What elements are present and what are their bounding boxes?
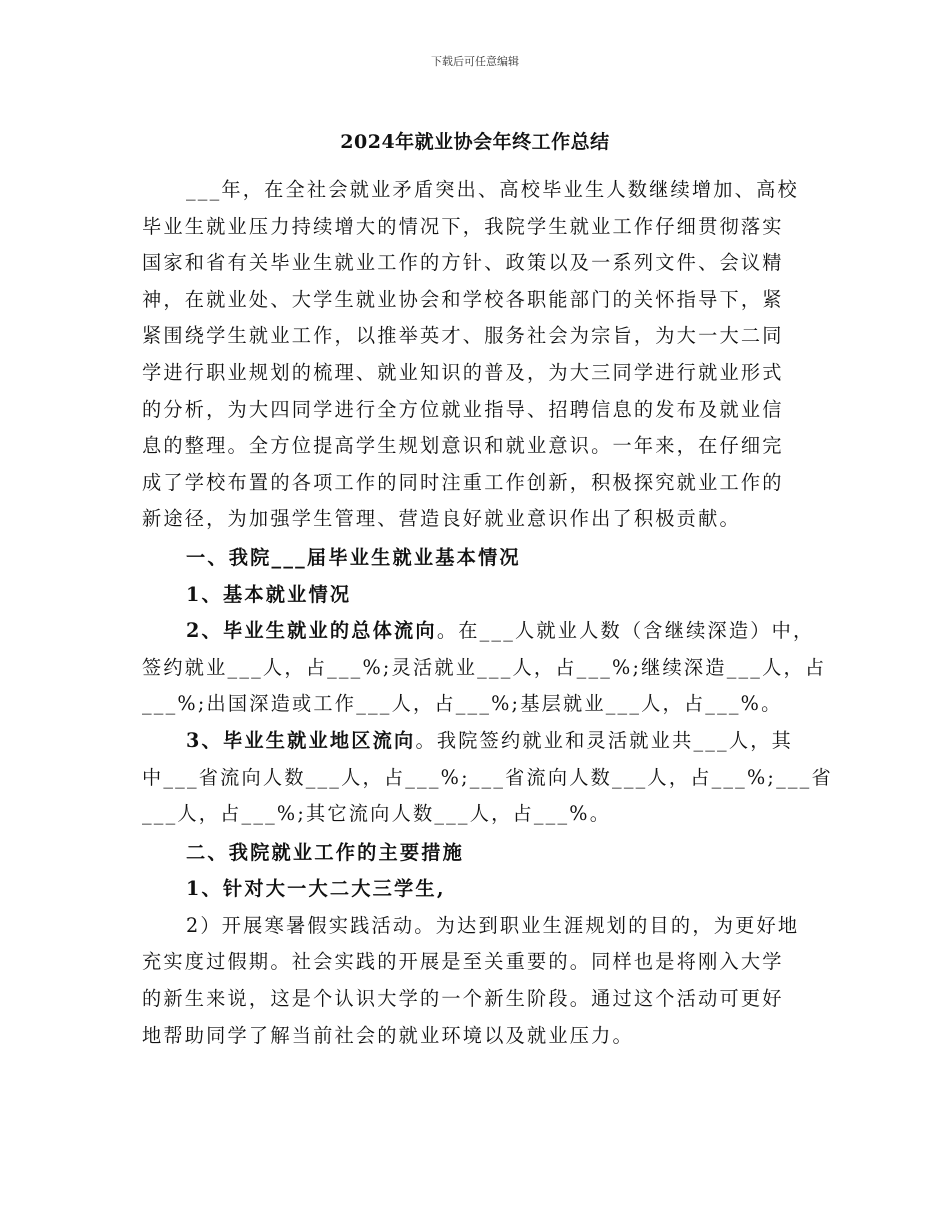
intro-line: 神，在就业处、大学生就业协会和学校各职能部门的关怀指导下，紧 [142,287,784,311]
section1-sub3-line: ___人，占___%;其它流向人数___人，占___%。 [142,802,612,826]
intro-line: 息的整理。全方位提高学生规划意识和就业意识。一年来，在仔细完 [142,434,784,458]
document-body [142,172,833,1054]
section1-sub1: 1、基本就业情况 [186,582,352,606]
page-header: 下载后可任意编辑 [431,55,519,68]
intro-line: 紧围绕学生就业工作，以推举英才、服务社会为宗旨，为大一大二同 [142,324,784,348]
intro-line: ___年，在全社会就业矛盾突出、高校毕业生人数继续增加、高校 [186,178,799,201]
section1-sub2-line: ___%;出国深造或工作___人，占___%;基层就业___人，占___%。 [142,692,783,716]
intro-line: 毕业生就业压力持续增大的情况下，我院学生就业工作仔细贯彻落实 [142,214,784,238]
document-title: 2024年就业协会年终工作总结 [340,131,610,153]
section1-sub3-text: 。我院签约就业和灵活就业共___人，其 [415,728,794,752]
intro-line: 新途径，为加强学生管理、营造良好就业意识作出了积极贡献。 [142,507,741,531]
section2-heading: 二、我院就业工作的主要措施 [186,840,465,864]
intro-line: 的分析，为大四同学进行全方位就业指导、招聘信息的发布及就业信 [142,397,784,421]
intro-line: 成了学校布置的各项工作的同时注重工作创新，积极探究就业工作的 [142,470,784,494]
section1-sub2-line: 签约就业___人，占___%;灵活就业___人，占___%;继续深造___人，占 [142,655,827,679]
section1-sub3-line: 中___省流向人数___人，占___%;___省流向人数___人，占___%;___省 [142,765,833,789]
section1-sub3-heading: 3、毕业生就业地区流向 [186,728,416,752]
intro-line: 学进行职业规划的梳理、就业知识的普及，为大三同学进行就业形式 [142,360,784,384]
section2-para-line: 2）开展寒暑假实践活动。为达到职业生涯规划的目的，为更好地 [186,913,800,937]
intro-line: 国家和省有关毕业生就业工作的方针、政策以及一系列文件、会议精 [142,251,784,275]
section2-para-line: 的新生来说，这是个认识大学的一个新生阶段。通过这个活动可更好 [142,987,784,1011]
section1-sub2-heading: 2、毕业生就业的总体流向 [186,619,437,643]
section2-para-line: 地帮助同学了解当前社会的就业环境以及就业压力。 [142,1023,634,1047]
section2-sub1: 1、针对大一大二大三学生, [186,877,446,901]
section1-heading: 一、我院___届毕业生就业基本情况 [186,545,521,569]
section2-para-line: 充实度过假期。社会实践的开展是至关重要的。同样也是将刚入大学 [142,950,784,974]
section1-sub3-line [142,723,812,760]
section1-sub2-text: 。在___人就业人数（含继续深造）中， [436,619,815,643]
section1-sub2-line [142,613,815,650]
